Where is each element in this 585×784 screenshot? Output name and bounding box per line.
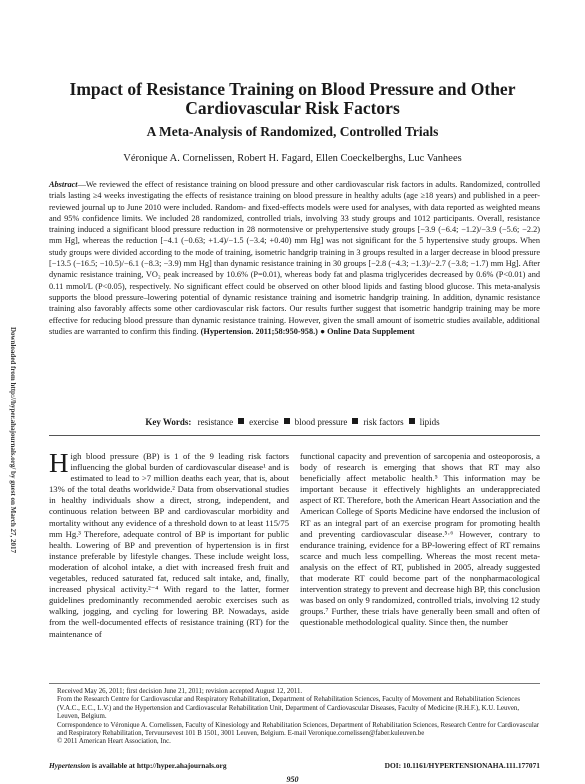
keywords [60, 417, 525, 427]
affiliation-note: From the Research Centre for Cardiovascular and Respiratory Rehabilitation, Department of Rehabilitation Sciences, Faculty of Movement and Rehabilitation Sciences (V.A.C., E.C., L.V.) and the Hypertension and Cardiovascular Rehabilitation Unit, Department of Cardiovascular Diseases, Faculty of Medicine (R.H.F.), K.U. Leuven, Leuven, Belgium. [57, 696, 521, 721]
keyword: blood pressure [294, 417, 348, 427]
online-supplement-link[interactable]: ● Online Data Supplement [320, 326, 415, 336]
abstract-body: —We reviewed the effect of resistance training on blood pressure and other cardiovascular risk factors in adults. Randomized, controlled trials lasting ≥4 weeks investigating the effects of resistance training on blood pressure in healthy adults (age ≥18 years) and published in a peer-reviewed journal up to June 2010 were included. Random- and fixed-effects models were used for analyses, with data reported as weighted means and 95% confidence limits. We included 28 randomized, controlled trials, involving 33 study groups and 1012 participants. Overall, resistance training induced a significant blood pressure reduction in 28 normotensive or prehypertensive study groups [−3.9 (−6.4; −1.2)/−3.9 (−5.6; −2.2) mm Hg], whereas the reduction [−4.1 (−0.63; +1.4)/−1.5 (−3.4; +0.40) mm Hg] was not significant for the 5 hypertensive study groups. When study groups were divided according to the mode of training, isometric handgrip training in 3 groups resulted in a larger decrease in blood pressure [−13.5 (−16.5; −10.5)/−6.1 (−8.3; −3.9) mm Hg] than dynamic resistance training in 30 groups [−2.8 (−4.3; −1.3)/−2.7 (−3.8; −1.7) mm Hg]. After dynamic resistance training, VO₂ peak increased by 10.6% (P=0.01), whereas body fat and plasma triglycerides decreased by 0.6% (P<0.01) and 0.11 mmol/L (P<0.05), respectively. No significant effect could be observed on other blood lipids and fasting blood glucose. This meta-analysis supports the blood pressure–lowering potential of dynamic resistance training and isometric handgrip training. In addition, dynamic resistance training also favorably affects some other cardiovascular risk factors. Our results further suggest that isometric handgrip training may be more effective for reducing blood pressure than dynamic resistance training. However, given the small amount of isometric studies available, additional studies are warranted to confirm this finding. [49, 180, 540, 336]
body-column-right: functional capacity and prevention of sarcopenia and osteoporosis, a body of research is emerging that shows that RT may also beneficially affect metabolic health.⁵ This information may be important because it effectively highlights an underappreciated aspect of RT. Therefore, both the American Heart Association and the American College of Sports Medicine have endorsed the inclusion of RT as an integral part of an exercise program for promoting health and preventing cardiovascular disease.⁵·⁶ However, contrary to endurance training, evidence for a BP-lowering effect of RT remains scarce and much less compelling. Whereas the most recent meta-analysis on the effect of RT, published in 2005, already suggested that moderate RT could become part of the nonpharmacological intervention strategy to prevent and decrease high BP, this conclusion was based on only 9 randomized, controlled trials, involving 12 study groups.⁷ Further, these trials have generally been small and often of questionable methodological quality. Since then, the number [300, 451, 540, 628]
download-note: Downloaded from http://hyper.ahajournals.org/ by guest on March 27, 2017 [9, 326, 17, 554]
keywords-label: Key Words: [145, 417, 192, 427]
journal-url[interactable]: is available at http://hyper.ahajournals.org [90, 761, 227, 770]
abstract-citation: (Hypertension. 2011;58:950-958.) [200, 326, 318, 336]
keyword-separator [238, 418, 244, 424]
received-dates: Received May 26, 2011; first decision June 21, 2011; revision accepted August 12, 2011. [57, 688, 303, 695]
keyword: exercise [249, 417, 279, 427]
journal-availability [49, 761, 227, 770]
article-title: Impact of Resistance Training on Blood Pressure and Other Cardiovascular Risk Factors [69, 79, 516, 118]
body-text-left: igh blood pressure (BP) is 1 of the 9 leading risk factors influencing the global burden of cardiovascular disease¹ and is estimated to lead to >7 million deaths each year, that is, about 13% of the total deaths worldwide.² Data from observational studies in healthy individuals show a direct, strong, independent, and continuous relation between BP and cardiovascular morbidity and mortality without any evidence of a threshold down to at least 115/75 mm Hg.³ Therefore, adequate control of BP is important for public health. Lowering of BP and prevention of hypertension is in first instance preferable by lifestyle changes. These include weight loss, moderation of alcohol intake, a diet with increased fresh fruit and vegetables, reduced saturated fat, reduced salt intake, and, finally, increased physical activity.²⁻⁴ With regard to the latter, former guidelines predominantly recommended aerobic exercises such as walking, jogging, and cycling for lowering BP. Nowadays, aside from the well-documented effects of resistance training (RT) for the maintenance of [49, 451, 289, 639]
body-column-left [49, 448, 289, 640]
keyword-separator [352, 418, 358, 424]
doi[interactable]: DOI: 10.1161/HYPERTENSIONAHA.111.177071 [384, 761, 540, 770]
abstract [49, 179, 540, 337]
keyword-separator [409, 418, 415, 424]
copyright-note: © 2011 American Heart Association, Inc. [57, 738, 171, 746]
keyword-separator [284, 418, 290, 424]
section-divider [49, 435, 540, 436]
abstract-label: Abstract [49, 180, 78, 189]
correspondence-note: Correspondence to Véronique A. Cornelissen, Faculty of Kinesiology and Rehabilitation Sciences, Department of Rehabilitation Sciences, Research Centre for Cardiovascular and Respiratory Rehabilitation, Tervuursevest 101 B 1501, 3001 Leuven, Belgium. E-mail Veronique.cornelissen@faber.kuleuven.be [57, 721, 540, 738]
keyword: risk factors [363, 417, 404, 427]
keyword: resistance [197, 417, 234, 427]
page-number: 950 [286, 775, 299, 784]
journal-name: Hypertension [49, 761, 91, 770]
download-watermark [6, 270, 20, 610]
footnote-divider [49, 683, 540, 684]
footnotes [49, 688, 540, 747]
article-subtitle: A Meta-Analysis of Randomized, Controlled Trials [146, 124, 439, 139]
keyword: lipids [419, 417, 440, 427]
drop-cap: H [49, 448, 69, 478]
author-list: Véronique A. Cornelissen, Robert H. Fagard, Ellen Coeckelberghs, Luc Vanhees [123, 153, 462, 164]
